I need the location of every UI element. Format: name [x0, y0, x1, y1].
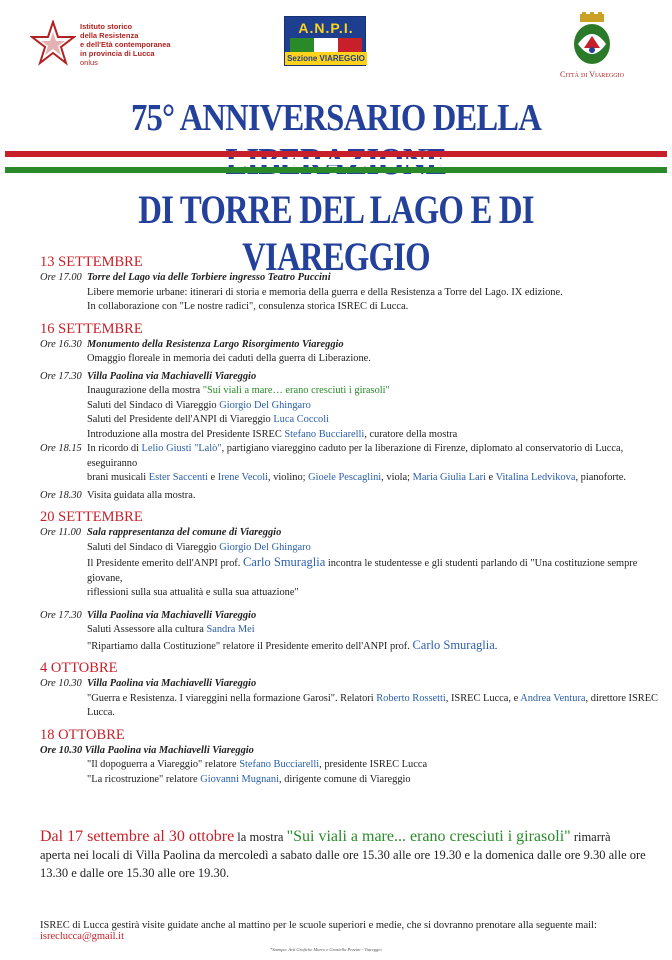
person-name: Roberto Rossetti — [376, 692, 446, 704]
text: Inaugurazione della mostra — [87, 385, 203, 396]
text: , partigiano viareggino caduto per la liberazione di Firenze, diplomato al conservatorio di Lucca, eseguiranno — [87, 443, 624, 469]
event-date: 16 SETTEMBRE — [40, 320, 143, 337]
event-description: Visita guidata alla mostra. — [87, 489, 196, 501]
event-place: Villa Paolina via Machiavelli Viareggio — [87, 609, 257, 621]
event-place: Villa Paolina via Machiavelli Viareggio — [87, 678, 257, 689]
event-place: Monumento della Resistenza Largo Risorgimento Viareggio — [87, 338, 344, 350]
event-line — [40, 399, 660, 414]
text: . — [494, 640, 498, 652]
person-name: Gioele Pescaglini — [308, 472, 382, 483]
event-place: Sala rappresentanza del comune di Viareggio — [87, 527, 282, 538]
event-time: Ore 17.00 — [40, 272, 82, 283]
text: rimarrà — [570, 830, 611, 844]
red-stripe — [5, 151, 667, 157]
event-date: 4 OTTOBRE — [40, 660, 118, 676]
event-line — [40, 541, 660, 556]
text: , pianoforte. — [575, 472, 626, 483]
text: , viola; — [381, 472, 413, 483]
isrec-name — [80, 22, 171, 67]
person-name: Irene Vecoli — [217, 472, 269, 483]
person-name: Stefano Bucciarelli — [284, 428, 365, 440]
event-line — [40, 773, 660, 788]
anpi-logo — [284, 16, 366, 66]
event-time: Ore 16.30 — [40, 338, 82, 350]
event-date: 18 OTTOBRE — [40, 726, 125, 743]
person-name: Stefano Bucciarelli — [239, 759, 320, 770]
event-line — [40, 758, 660, 773]
event-row — [40, 609, 660, 624]
text: , direttore ISREC Lucca. — [87, 692, 658, 718]
closing-line — [40, 828, 660, 846]
text: e — [207, 472, 218, 483]
event-row — [40, 338, 660, 353]
text: "Ripartiamo dalla Costituzione" relatore il Presidente emerito dell'ANPI prof. — [87, 640, 413, 652]
white-stripe — [5, 159, 667, 165]
text: ISREC di Lucca gestirà visite guidate anche al mattino per le scuole superiori e medie, che si dovranno prenotare alla seguente mail: — [40, 920, 597, 931]
print-credits: *Stampa: Arti Grafiche Marro e Graziella Pezzini - Viareggio — [270, 947, 382, 952]
person-name: Maria Giulia Lari — [412, 472, 486, 483]
isrec-line: della Resistenza — [80, 31, 139, 40]
event-time: Ore 17.30 — [40, 370, 82, 382]
italian-flag-icon — [290, 38, 362, 52]
person-name: Ester Saccenti — [148, 472, 208, 483]
isrec-star-logo-icon — [30, 20, 76, 66]
event-date: 20 SETTEMBRE — [40, 509, 143, 525]
closing-line: aperta nei locali di Villa Paolina da mercoledì a sabato dalle ore 15.30 alle ore 19.30 e la domenica dalle ore 9.30 alle ore — [40, 848, 646, 862]
event-time: Ore 10.30 — [40, 678, 82, 689]
text: Introduzione alla mostra del Presidente ISREC — [87, 428, 285, 440]
text: , violino; — [268, 472, 309, 483]
event-line — [40, 384, 660, 399]
event-line: Omaggio floreale in memoria dei caduti della guerra di Liberazione. — [87, 353, 371, 364]
event-line — [40, 471, 660, 486]
event-line: In collaborazione con "Le nostre radici", consulenza storica ISREC di Lucca. — [87, 301, 409, 312]
text: Saluti Assessore alla cultura — [87, 624, 207, 635]
event-line: riflessioni sulla sua attualità e sulla sua attuazione" — [87, 587, 299, 598]
text: "Il dopoguerra a Viareggio" relatore — [87, 759, 240, 770]
event-line — [40, 555, 660, 586]
event-time: Ore 18.15 — [40, 443, 82, 454]
viareggio-crest-icon — [570, 12, 614, 68]
event-line — [40, 638, 660, 655]
text: In ricordo di — [87, 443, 142, 454]
footer-note — [40, 920, 660, 942]
text: brani musicali — [87, 472, 149, 483]
person-name: Sandra Mei — [206, 624, 255, 635]
event-place: Villa Paolina via Machiavelli Viareggio — [87, 370, 257, 382]
text: , dirigente comune di Viareggio — [279, 773, 411, 785]
isrec-line: in provincia di Lucca — [80, 49, 155, 58]
event-row — [40, 526, 660, 541]
event-time: Ore 17.30 — [40, 609, 82, 621]
exhibition-title: "Sui viali a mare… erano cresciuti i girasoli" — [202, 385, 390, 396]
event-line — [40, 413, 660, 428]
email-link[interactable]: isreclucca@gmail.it — [40, 931, 125, 942]
event-time: Ore 11.00 — [40, 527, 81, 538]
title-line-2: DI TORRE DEL LAGO E DI VIAREGGIO — [138, 187, 534, 279]
isrec-line: e dell'Età contemporanea — [80, 40, 171, 49]
program — [40, 250, 660, 787]
person-name: Vitalina Ledvikova — [495, 472, 576, 483]
text: Saluti del Sindaco di Viareggio — [87, 399, 220, 411]
text: e — [485, 472, 496, 483]
event-row — [40, 442, 660, 471]
title-line-1: 75° ANNIVERSARIO DELLA — [130, 97, 541, 139]
person-name: Giorgio Del Ghingaro — [219, 541, 311, 553]
isrec-line: onlus — [80, 58, 98, 67]
event-date: 13 SETTEMBRE — [40, 254, 143, 270]
person-name: Luca Coccoli — [273, 414, 330, 425]
anpi-title: A.N.P.I. — [298, 20, 354, 36]
text: la mostra — [234, 830, 287, 844]
green-stripe — [5, 167, 667, 173]
exhibition-dates — [40, 828, 660, 882]
text: , curatore della mostra — [364, 428, 458, 440]
person-name: Lelio Giusti "Lalò" — [141, 443, 222, 454]
person-name: Giovanni Mugnani — [200, 773, 279, 785]
exhibition-title: "Sui viali a mare... erano cresciuti i girasoli" — [286, 828, 571, 845]
event-line — [40, 692, 660, 721]
date-range: Dal 17 settembre al 30 ottobre — [40, 828, 235, 845]
text: Il Presidente emerito dell'ANPI prof. — [87, 558, 243, 569]
event-row — [40, 677, 660, 692]
event-row — [40, 489, 660, 504]
text: "La ricostruzione" relatore — [87, 773, 201, 785]
event-row — [40, 370, 660, 385]
person-name: Carlo Smuraglia — [412, 637, 495, 652]
event-line — [40, 623, 660, 638]
city-caption: Città di Viareggio — [560, 70, 624, 79]
person-name: Carlo Smuraglia — [242, 555, 326, 569]
text: incontra le studentesse e gli studenti parlando di "Una costituzione sempre giovane, — [87, 558, 638, 584]
person-name: Andrea Ventura — [520, 692, 586, 704]
event-place: Ore 10.30 Villa Paolina via Machiavelli Viareggio — [40, 744, 254, 756]
text: "Guerra e Resistenza. I viareggini nella formazione Garosi". Relatori — [87, 692, 377, 704]
event-row — [40, 271, 660, 286]
event-line — [40, 428, 660, 443]
text: , ISREC Lucca, e — [445, 692, 521, 704]
person-name: Giorgio Del Ghingaro — [219, 399, 311, 411]
event-line: Libere memorie urbane: itinerari di storia e memoria della guerra e della Resistenza a Torre del Lago. IX edizione. — [87, 286, 563, 298]
text: Saluti del Sindaco di Viareggio — [87, 541, 220, 553]
text: Saluti del Presidente dell'ANPI di Viareggio — [87, 414, 274, 425]
anpi-section: Sezione VIAREGGIO — [285, 52, 367, 65]
text: , presidente ISREC Lucca — [319, 759, 428, 770]
event-place: Torre del Lago via delle Torbiere ingresso Teatro Puccini — [87, 272, 331, 283]
event-description — [87, 442, 660, 471]
event-time: Ore 18.30 — [40, 489, 82, 501]
closing-line: 13.30 e dalle ore 15.30 alle ore 19.30. — [40, 866, 230, 880]
header — [0, 0, 672, 90]
isrec-line: Istituto storico — [80, 22, 133, 31]
